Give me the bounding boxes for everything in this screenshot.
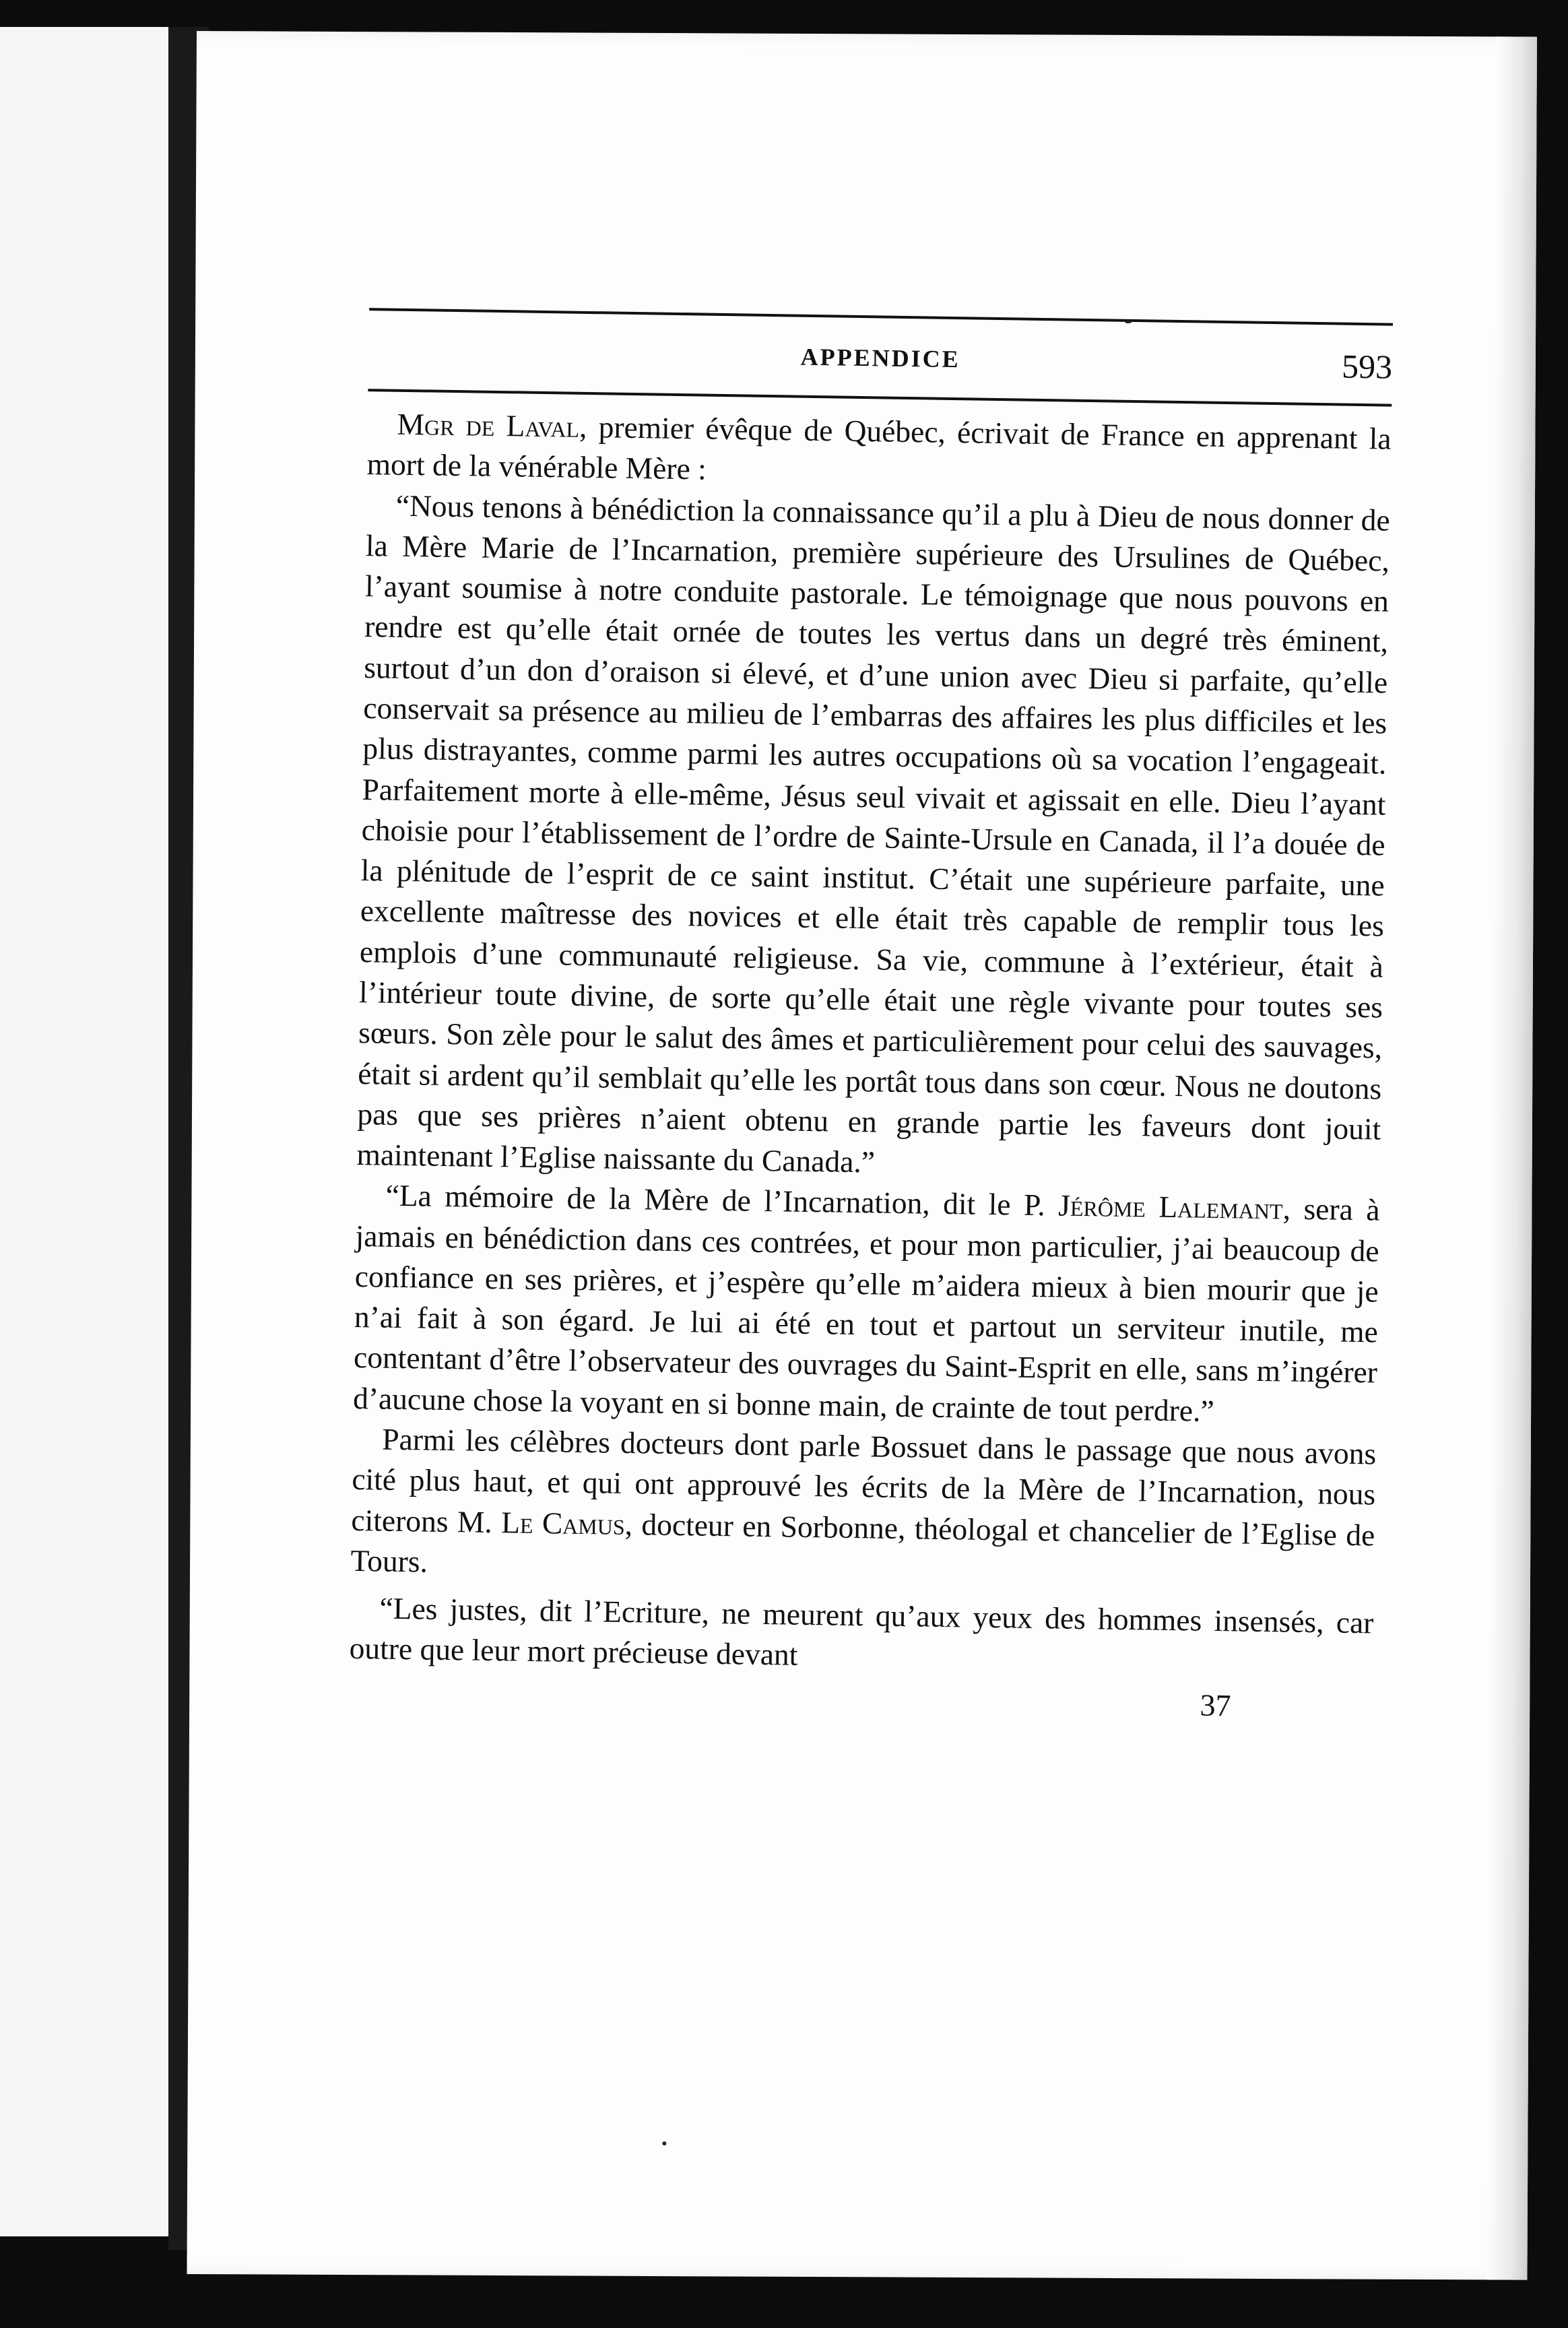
author-name: Mgr de Laval bbox=[397, 406, 580, 444]
paragraph-justes: “Les justes, dit l’Ecriture, ne meurent qu’aux yeux des hommes insensés, car outre que leur mort précieuse devant bbox=[349, 1590, 1374, 1673]
author-name: Jérôme Lalemant bbox=[1057, 1188, 1284, 1226]
header-rule-bottom bbox=[368, 389, 1392, 407]
page-edge-shadow bbox=[1487, 36, 1537, 2280]
author-name: Le Camus bbox=[500, 1504, 626, 1541]
running-head bbox=[368, 329, 1393, 392]
signature-mark: 37 bbox=[1200, 1687, 1231, 1723]
text-block bbox=[348, 308, 1393, 1725]
dust-speck bbox=[1125, 321, 1132, 323]
paragraph-lalemant: “La mémoire de la Mère de l’Incarnation, dit le P. Jérôme Lalemant, sera à jamais en bénédiction dans ces contrées, et pour mon particulier, j’ai beaucoup de confiance en ses prières, et j’espère qu’elle m’aidera mieux à bien mourir que je n’ai fait à son égard. Je lui ai été en tout et partout un serviteur inutile, me contentant d’être l’observateur des ouvrages du Saint-Esprit en elle, sans m’ingérer d’aucune chose la voyant en si bonne main, de crainte de tout perdre.” bbox=[352, 1177, 1380, 1428]
paragraph-laval-quote: “Nous tenons à bénédiction la connaissance qu’il a plu à Dieu de nous donner de la Mère Marie de l’Incarnation, première supérieure des Ursulines de Québec, l’ayant soumise à notre conduite pastorale. Le témoignage que nous pouvons en rendre est qu’elle était ornée de toutes les vertus dans un degré très éminent, surtout d’un don d’oraison si élevé, et d’une union avec Dieu si parfaite, qu’elle conservait sa présence au milieu de l’embarras des affaires les plus difficiles et les plus distrayantes, comme parmi les autres occupations où sa vocation l’engageait. Parfaitement morte à elle-même, Jésus seul vivait et agissait en elle. Dieu l’ayant choisie pour l’établissement de l’ordre de Sainte-Ursule en Canada, il l’a douée de la plénitude de l’esprit de ce saint institut. C’était une supérieure parfaite, une excellente maîtresse des novices et elle était très capable de remplir tous les emplois d’une communauté religieuse. Sa vie, commune à l’extérieur, était à l’intérieur toute divine, de sorte qu’elle était une règle vivante pour toutes ses sœurs. Son zèle pour le salut des âmes et particulièrement pour celui des sauvages, était si ardent qu’il semblait qu’elle les portât tous dans son cœur. Nous ne doutons pas que ses prières n’aient obtenu en grande partie les faveurs dont jouit maintenant l’Eglise naissante du Canada.” bbox=[356, 488, 1391, 1179]
running-head-title: APPENDICE bbox=[800, 343, 960, 373]
page-number: 593 bbox=[1341, 347, 1393, 386]
header-rule-top bbox=[369, 308, 1393, 326]
facing-page bbox=[0, 27, 172, 2236]
paragraph-laval: Mgr de Laval, premier évêque de Québec, écrivait de France en apprenant la mort de la vénérable Mère : bbox=[366, 406, 1392, 486]
book-page bbox=[187, 31, 1537, 2280]
paragraph-le-camus: Parmi les célèbres docteurs dont parle Bossuet dans le passage que nous avons cité plus haut, et qui ont approuvé les écrits de la Mère de l’Incarnation, nous citerons M. Le Camus, docteur en Sorbonne, théologal et chancelier de l’Eglise de Tours. bbox=[350, 1421, 1377, 1579]
body-text bbox=[349, 403, 1392, 1684]
dust-speck bbox=[662, 2141, 666, 2145]
